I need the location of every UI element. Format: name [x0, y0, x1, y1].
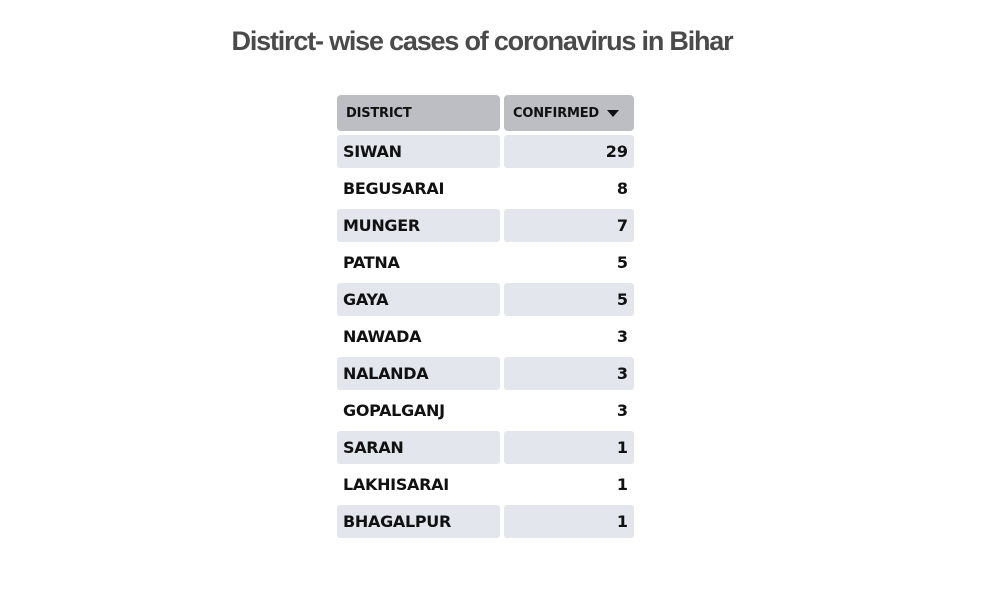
table-row: [337, 431, 634, 464]
table-row: [337, 357, 634, 390]
confirmed-cell: 1: [616, 475, 628, 494]
confirmed-cell: 8: [616, 179, 628, 198]
district-cell: BEGUSARAI: [343, 179, 445, 198]
chart-title: Distirct- wise cases of coronavirus in Bihar: [231, 26, 733, 56]
confirmed-cell: 3: [616, 327, 628, 346]
district-table: [337, 95, 634, 542]
district-cell: SARAN: [337, 431, 500, 464]
confirmed-cell: 3: [504, 357, 634, 390]
table-row: [337, 135, 634, 168]
table-row: [337, 283, 634, 316]
district-cell: MUNGER: [337, 209, 500, 242]
table-row: [337, 320, 634, 353]
district-cell: LAKHISARAI: [343, 475, 449, 494]
table-header: [337, 95, 634, 131]
district-cell: NALANDA: [337, 357, 500, 390]
confirmed-cell: 1: [504, 505, 634, 538]
confirmed-cell: 1: [504, 431, 634, 464]
table-row: [337, 246, 634, 279]
table-row: [337, 505, 634, 538]
table-row: [337, 394, 634, 427]
table-row: [337, 468, 634, 501]
column-header-confirmed-label: CONFIRMED: [513, 105, 600, 121]
district-cell: SIWAN: [337, 135, 500, 168]
district-cell: BHAGALPUR: [337, 505, 500, 538]
table-body: [337, 135, 634, 538]
column-header-confirmed[interactable]: [504, 95, 634, 131]
district-cell: PATNA: [343, 253, 400, 272]
district-cell: GOPALGANJ: [343, 401, 445, 420]
confirmed-cell: 3: [616, 401, 628, 420]
column-header-district-label: DISTRICT: [346, 105, 412, 121]
table-row: [337, 209, 634, 242]
confirmed-cell: 5: [504, 283, 634, 316]
confirmed-cell: 7: [504, 209, 634, 242]
column-header-district[interactable]: [337, 95, 500, 131]
table-row: [337, 172, 634, 205]
district-cell: NAWADA: [343, 327, 422, 346]
caret-down-icon[interactable]: [607, 110, 619, 117]
confirmed-cell: 29: [504, 135, 634, 168]
confirmed-cell: 5: [616, 253, 628, 272]
district-cell: GAYA: [337, 283, 500, 316]
